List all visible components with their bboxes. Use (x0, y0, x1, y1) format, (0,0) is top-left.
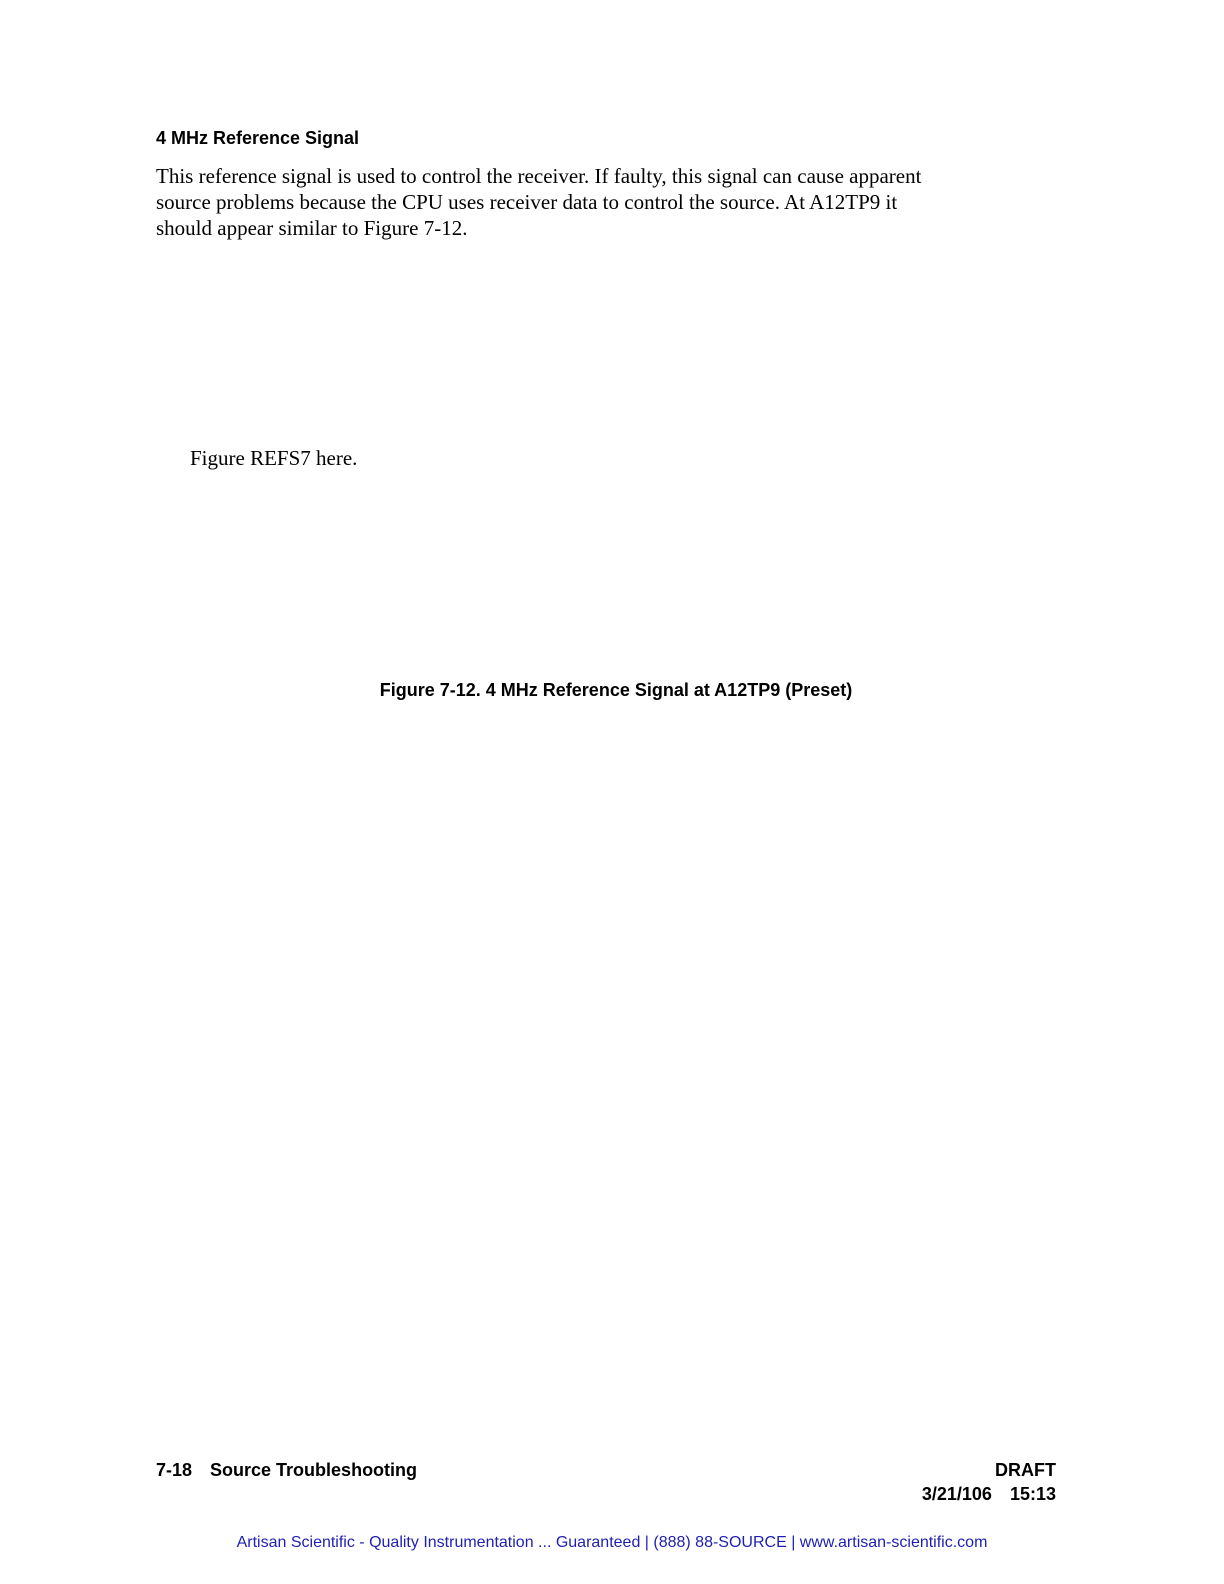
chapter-title: Source Troubleshooting (210, 1460, 418, 1480)
section-heading: 4 MHz Reference Signal (156, 128, 360, 148)
footer-left (156, 1458, 417, 1482)
draft-time: 15:13 (1009, 1484, 1056, 1504)
section-body (156, 163, 1056, 241)
draft-status: DRAFT (995, 1460, 1056, 1480)
vendor-banner[interactable]: Artisan Scientific - Quality Instrumentation ... Guaranteed | (888) 88-SOURCE | www.artisan-scientific.com (236, 1534, 988, 1551)
body-line: should appear similar to Figure 7-12. (156, 216, 468, 240)
draft-date: 3/21/106 (921, 1484, 992, 1504)
draft-timestamp (922, 1482, 1056, 1506)
figure-placeholder: Figure REFS7 here. (190, 446, 358, 470)
figure-caption: Figure 7-12. 4 MHz Reference Signal at A12TP9 (Preset) (379, 680, 853, 700)
page-number: 7-18 (156, 1460, 193, 1480)
footer-right (922, 1458, 1056, 1506)
body-line: This reference signal is used to control the receiver. If faulty, this signal can cause apparent (156, 164, 922, 188)
body-line: source problems because the CPU uses receiver data to control the source. At A12TP9 it (156, 190, 898, 214)
